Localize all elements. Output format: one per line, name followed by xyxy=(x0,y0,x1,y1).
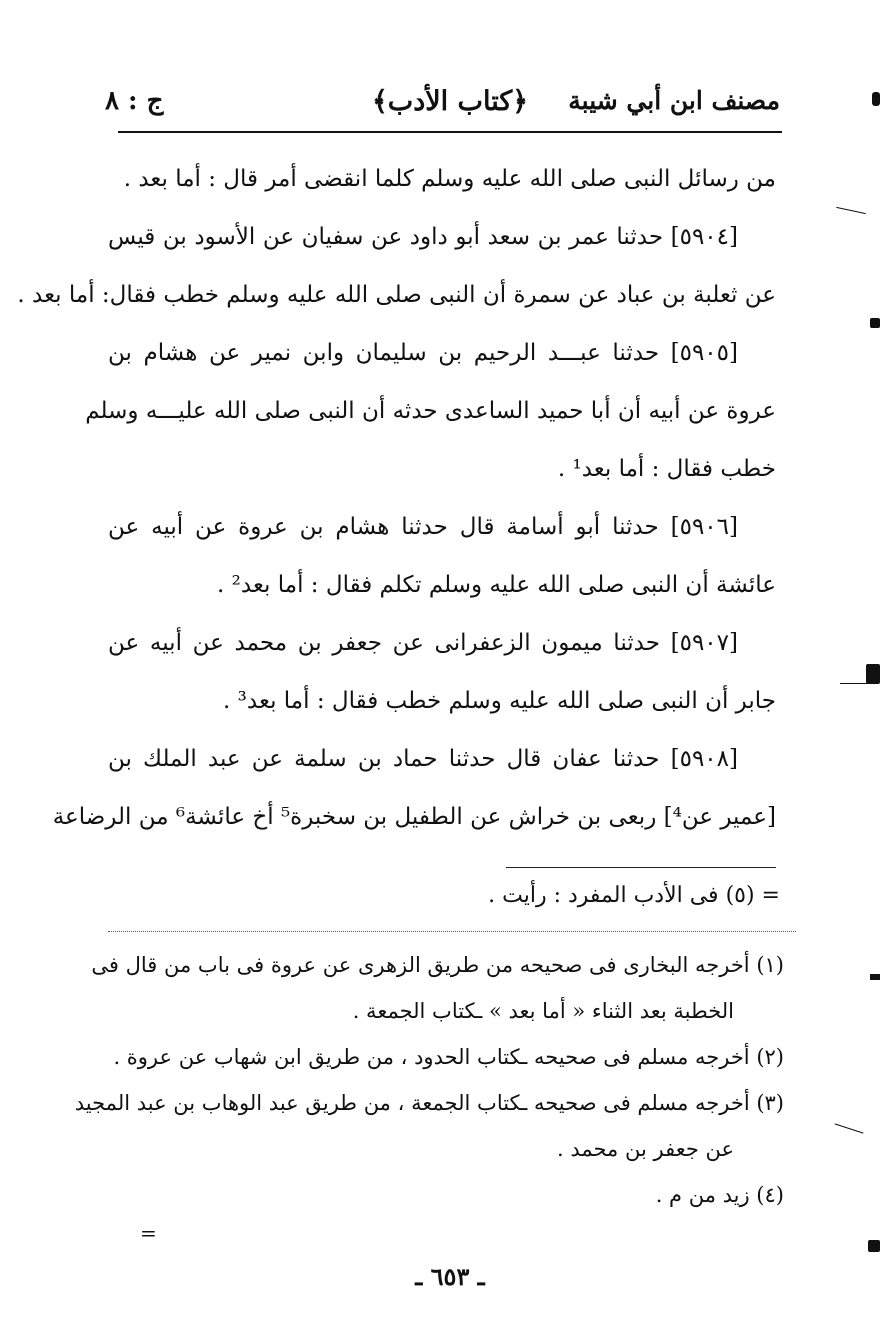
text-line: عن ثعلبة بن عباد عن سمرة أن النبى صلى الله عليه وسلم خطب فقال: أما بعد . xyxy=(17,282,776,308)
continuation-mark: = xyxy=(140,1221,157,1245)
page-number: ـ ٦٥٣ ـ xyxy=(415,1262,485,1291)
footnote-line: (٣) أخرجه مسلم فى صحيحه ـكتاب الجمعة ، من طريق عبد الوهاب بن عبد المجيد xyxy=(74,1091,784,1115)
footnote-separator xyxy=(506,867,776,868)
scan-mark xyxy=(836,207,866,214)
footnote-line: (٤) زيد من م . xyxy=(655,1183,784,1207)
scan-mark xyxy=(870,974,880,980)
text-line: [٥٩٠٥] حدثنا عبـــد الرحيم بن سليمان وابن نمير عن هشام بن xyxy=(108,340,738,366)
scan-mark xyxy=(868,1240,880,1252)
text-line: [٥٩٠٤] حدثنا عمر بن سعد أبو داود عن سفيان عن الأسود بن قيس xyxy=(108,224,738,250)
text-line: [٥٩٠٧] حدثنا ميمون الزعفرانى عن جعفر بن محمد عن أبيه عن xyxy=(108,630,738,656)
header-rule xyxy=(118,131,782,133)
text-line: [٥٩٠٨] حدثنا عفان قال حدثنا حماد بن سلمة عن عبد الملك بن xyxy=(108,746,738,772)
scan-mark xyxy=(866,664,880,684)
text-line: خطب فقال : أما بعد¹ . xyxy=(557,456,776,482)
scan-mark xyxy=(840,683,868,684)
text-line: عروة عن أبيه أن أبا حميد الساعدى حدثه أن النبى صلى الله عليـــه وسلم xyxy=(85,398,776,424)
text-line: [٥٩٠٦] حدثنا أبو أسامة قال حدثنا هشام بن عروة عن أبيه عن xyxy=(108,514,738,540)
footnote-line: (٢) أخرجه مسلم فى صحيحه ـكتاب الحدود ، من طريق ابن شهاب عن عروة . xyxy=(113,1045,784,1069)
text-line: [عمير عن⁴] ربعى بن خراش عن الطفيل بن سخبرة⁵ أخ عائشة⁶ من الرضاعة xyxy=(52,804,776,830)
volume-number: ج : ٨ xyxy=(105,86,164,116)
footnotes xyxy=(74,942,784,1218)
main-text xyxy=(17,150,776,846)
scan-mark xyxy=(870,318,880,328)
footnote-line: (١) أخرجه البخارى فى صحيحه من طريق الزهرى عن عروة فى باب من قال فى xyxy=(91,953,784,977)
footnote-line: الخطبة بعد الثناء « أما بعد » ـكتاب الجمعة . xyxy=(352,999,734,1023)
chapter-title: ﴿كتاب الأدب﴾ xyxy=(371,86,529,117)
book-title: مصنف ابن أبي شيبة xyxy=(568,86,780,115)
scan-mark xyxy=(835,1123,864,1133)
page-header xyxy=(100,78,780,132)
carryover-footnote: = (٥) فى الأدب المفرد : رأيت . xyxy=(488,883,780,908)
text-line: جابر أن النبى صلى الله عليه وسلم خطب فقال : أما بعد³ . xyxy=(223,688,776,714)
text-line: عائشة أن النبى صلى الله عليه وسلم تكلم فقال : أما بعد² . xyxy=(217,572,776,598)
footnote-line: عن جعفر بن محمد . xyxy=(556,1137,734,1161)
text-line: من رسائل النبى صلى الله عليه وسلم كلما انقضى أمر قال : أما بعد . xyxy=(123,166,776,192)
scan-mark xyxy=(872,92,880,106)
dotted-separator xyxy=(108,931,796,932)
